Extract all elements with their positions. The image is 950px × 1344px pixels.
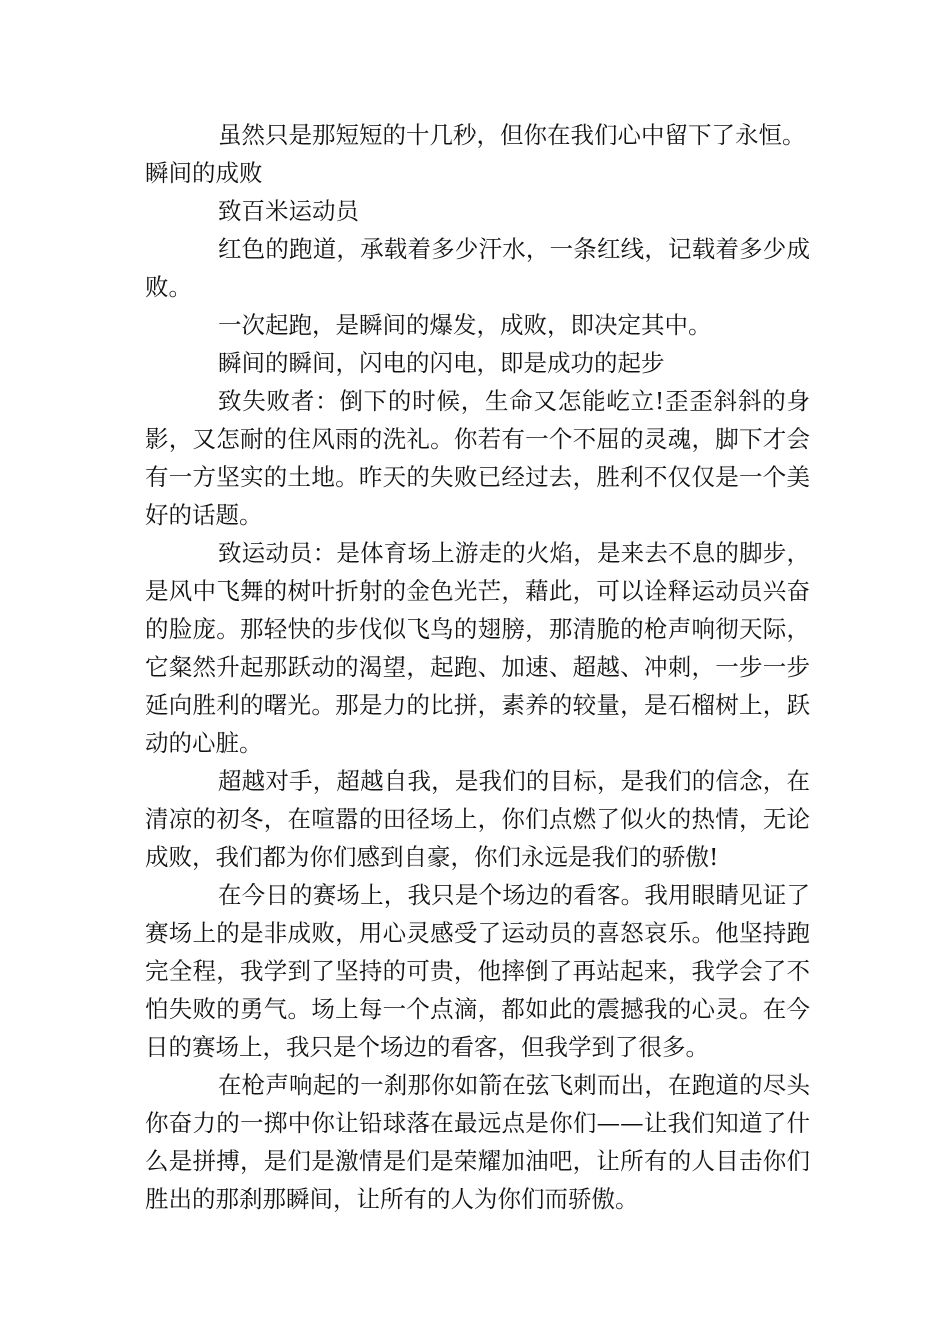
paragraph: 致运动员：是体育场上游走的火焰，是来去不息的脚步，是风中飞舞的树叶折射的金色光芒，藉此，可以诠释运动员兴奋的脸庞。那轻快的步伐似飞鸟的翅膀，那清脆的枪声响彻天际，它粲然升起那跃动的渴望，起跑、加速、超越、冲刺，一步一步延向胜利的曙光。那是力的比拼，素养的较量，是石榴树上，跃动的心脏。 xyxy=(145,539,810,757)
paragraph: 超越对手，超越自我，是我们的目标，是我们的信念，在清凉的初冬，在喧嚣的田径场上，你们点燃了似火的热情，无论成败，我们都为你们感到自豪，你们永远是我们的骄傲! xyxy=(145,767,810,871)
paragraph: 在今日的赛场上，我只是个场边的看客。我用眼睛见证了赛场上的是非成败，用心灵感受了运动员的喜怒哀乐。他坚持跑完全程，我学到了坚持的可贵，他摔倒了再站起来，我学会了不怕失败的勇气。场上每一个点滴，都如此的震撼我的心灵。在今日的赛场上，我只是个场边的看客，但我学到了很多。 xyxy=(145,881,810,1061)
document-body xyxy=(145,116,810,1218)
section-heading: 瞬间的成败 xyxy=(145,159,263,187)
paragraph: 红色的跑道，承载着多少汗水，一条红线，记载着多少成败。 xyxy=(145,235,810,301)
paragraph: 一次起跑，是瞬间的爆发，成败，即决定其中。 xyxy=(218,311,712,339)
paragraph: 致失败者：倒下的时候，生命又怎能屹立!歪歪斜斜的身影，又怎耐的住风雨的洗礼。你若有一个不屈的灵魂，脚下才会有一方坚实的土地。昨天的失败已经过去，胜利不仅仅是一个美好的话题。 xyxy=(145,387,810,529)
dedication-line: 致百米运动员 xyxy=(218,197,359,225)
paragraph: 瞬间的瞬间，闪电的闪电，即是成功的起步 xyxy=(218,349,665,377)
paragraph: 虽然只是那短短的十几秒，但你在我们心中留下了永恒。 xyxy=(218,121,806,149)
paragraph: 在枪声响起的一刹那你如箭在弦飞刺而出，在跑道的尽头你奋力的一掷中你让铅球落在最远点是你们——让我们知道了什么是拼搏，是们是激情是们是荣耀加油吧，让所有的人目击你们胜出的那刹那瞬间，让所有的人为你们而骄傲。 xyxy=(145,1071,810,1213)
